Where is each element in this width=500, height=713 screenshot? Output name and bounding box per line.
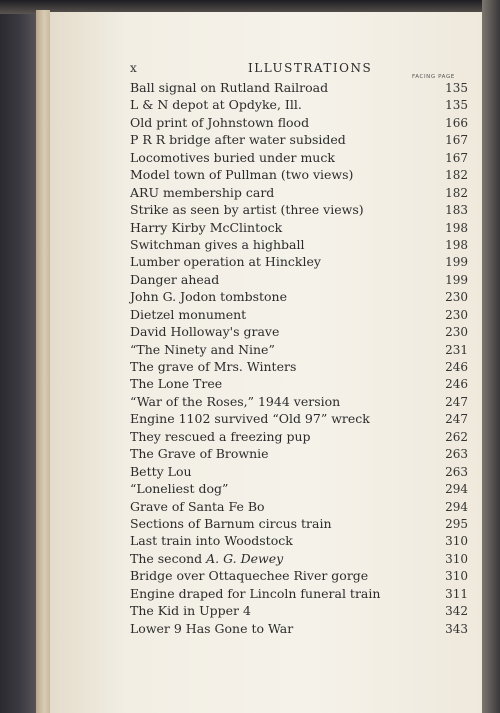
list-item [130,219,468,236]
facing-page-number: 183 [445,203,468,218]
list-item [130,323,468,340]
facing-page-number: 135 [445,98,468,113]
illustration-title: Harry Kirby McClintock [130,219,283,235]
facing-page-label: FACING PAGE [412,74,455,80]
list-item [130,288,468,305]
illustration-title: Lower 9 Has Gone to War [130,620,294,636]
illustration-title: The Grave of Brownie [130,446,269,462]
list-item [130,149,468,166]
list-item [130,253,468,270]
illustrations-list [130,79,468,637]
illustration-title: Engine draped for Lincoln funeral train [130,585,381,601]
illustration-title: The Kid in Upper 4 [130,603,251,619]
list-item [130,515,468,532]
facing-page-number: 198 [445,220,468,235]
illustration-title: Last train into Woodstock [130,533,293,549]
illustration-title: “The Ninety and Nine” [130,341,275,357]
list-item [130,445,468,462]
list-item [130,358,468,375]
illustration-title: Betty Lou [130,463,192,479]
illustration-title: Engine 1102 survived “Old 97” wreck [130,411,370,427]
list-item [130,620,468,637]
facing-page-number: 199 [445,272,468,287]
list-item [130,567,468,584]
illustration-title: P R R bridge after water subsided [130,132,346,148]
page-edge [36,10,50,713]
list-item [130,166,468,183]
list-item [130,428,468,445]
list-item [130,201,468,218]
facing-page-number: 310 [445,534,468,549]
facing-page-number: 263 [445,447,468,462]
illustration-title: Sections of Barnum circus train [130,515,332,531]
list-item [130,114,468,131]
list-item [130,585,468,602]
facing-page-number: 247 [445,394,468,409]
facing-page-number: 343 [445,621,468,636]
right-shadow [482,0,500,713]
facing-page-number: 247 [445,412,468,427]
illustration-title: The second A. G. Dewey [130,550,284,566]
illustration-title: L & N depot at Opdyke, Ill. [130,97,302,113]
illustration-title: They rescued a freezing pup [130,428,311,444]
illustration-title: The Lone Tree [130,376,223,392]
list-item [130,79,468,96]
illustration-title: Lumber operation at Hinckley [130,254,321,270]
illustration-title: Model town of Pullman (two views) [130,167,354,183]
facing-page-number: 230 [445,307,468,322]
list-item [130,184,468,201]
list-item [130,602,468,619]
facing-page-number: 246 [445,377,468,392]
facing-page-number: 167 [445,133,468,148]
list-item [130,96,468,113]
facing-page-number: 182 [445,185,468,200]
facing-page-number: 230 [445,325,468,340]
illustration-title: John G. Jodon tombstone [130,289,288,305]
illustration-title: Switchman gives a highball [130,236,305,252]
list-item [130,306,468,323]
illustration-title: Bridge over Ottaquechee River gorge [130,568,369,584]
page-heading: ILLUSTRATIONS [248,61,373,75]
facing-page-number: 295 [445,516,468,531]
list-item [130,410,468,427]
illustration-title: Dietzel monument [130,306,247,322]
italic-title-part: A. G. Dewey [206,550,284,566]
list-item [130,550,468,567]
facing-page-number: 246 [445,360,468,374]
facing-page-number: 294 [445,482,468,497]
illustration-title: Strike as seen by artist (three views) [130,202,364,218]
facing-page-number: 230 [445,290,468,305]
list-item [130,271,468,288]
illustration-title: ARU membership card [130,184,275,200]
list-item [130,393,468,410]
facing-page-number: 263 [445,464,468,479]
list-item [130,463,468,480]
list-item [130,375,468,392]
list-item [130,498,468,515]
facing-page-number: 262 [445,429,468,444]
list-item [130,480,468,497]
facing-page-number: 135 [445,81,468,95]
illustration-title: The grave of Mrs. Winters [130,359,297,374]
illustration-title: Ball signal on Rutland Railroad [130,80,329,95]
list-item [130,532,468,549]
facing-page-number: 310 [445,569,468,584]
book-binding [0,0,36,713]
illustration-title: David Holloway's grave [130,324,280,340]
facing-page-number: 166 [445,115,468,130]
facing-page-number: 231 [445,342,468,357]
facing-page-number: 342 [445,604,468,619]
illustration-title: Locomotives buried under muck [130,149,335,165]
illustration-title: “War of the Roses,” 1944 version [130,393,341,409]
facing-page-number: 198 [445,237,468,252]
page-number: x [130,61,137,75]
facing-page-number: 167 [445,150,468,165]
facing-page-number: 310 [445,551,468,566]
facing-page-number: 182 [445,168,468,183]
list-item [130,341,468,358]
illustration-title: Grave of Santa Fe Bo [130,498,265,514]
list-item [130,131,468,148]
illustration-title: Danger ahead [130,271,220,287]
facing-page-number: 294 [445,499,468,514]
illustration-title: Old print of Johnstown flood [130,114,310,130]
list-item [130,236,468,253]
facing-page-number: 199 [445,255,468,270]
illustration-title: “Loneliest dog” [130,481,229,497]
facing-page-number: 311 [445,586,468,601]
